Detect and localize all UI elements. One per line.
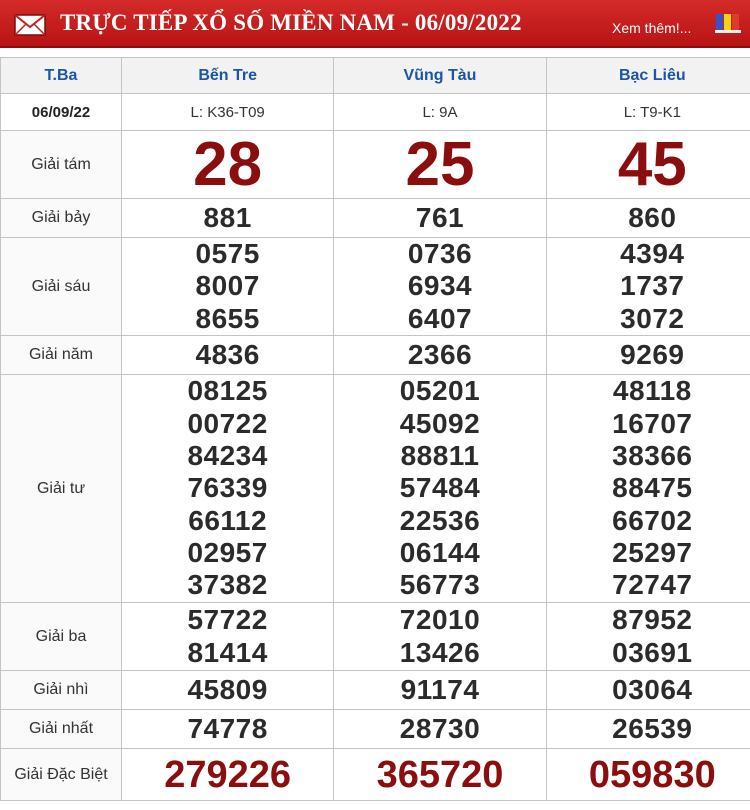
prize-number: 4836 bbox=[195, 338, 260, 370]
province-name[interactable]: Bến Tre bbox=[122, 58, 334, 94]
prize-sixth-row bbox=[1, 238, 750, 336]
number-list bbox=[547, 202, 750, 234]
prize-number: 37382 bbox=[187, 569, 268, 601]
number-list bbox=[122, 339, 333, 371]
ticket-code-row bbox=[1, 94, 750, 131]
special-number: 279226 bbox=[164, 753, 292, 796]
prize-number: 76339 bbox=[187, 472, 268, 504]
prize-number: 8007 bbox=[195, 270, 260, 302]
prize-number: 84234 bbox=[187, 440, 268, 472]
prize-number: 8655 bbox=[195, 302, 260, 334]
number-list bbox=[122, 604, 333, 669]
prize-cell bbox=[122, 131, 334, 199]
prize-cell bbox=[334, 336, 546, 375]
prize-number: 48118 bbox=[612, 375, 692, 407]
prize-cell bbox=[334, 375, 546, 603]
prize-number: 13426 bbox=[399, 636, 481, 668]
prize-cell bbox=[546, 749, 750, 801]
prize-number: 6934 bbox=[407, 270, 473, 302]
prize-number: 25297 bbox=[612, 536, 693, 568]
prize-number: 88811 bbox=[400, 440, 480, 472]
prize-cell bbox=[546, 336, 750, 375]
prize-number: 05201 bbox=[399, 375, 481, 407]
header-bar bbox=[0, 0, 750, 48]
prize-number: 03691 bbox=[612, 636, 693, 668]
prize-special-row bbox=[1, 749, 750, 801]
number-list bbox=[547, 674, 750, 706]
prize-number: 72010 bbox=[399, 604, 481, 636]
prize-number: 0575 bbox=[195, 238, 260, 270]
ticket-code: L: 9A bbox=[334, 94, 546, 131]
flag-icon bbox=[714, 12, 742, 34]
province-name[interactable]: Vũng Tàu bbox=[334, 58, 546, 94]
prize-number: 45 bbox=[617, 129, 687, 199]
prize-cell bbox=[546, 199, 750, 238]
prize-cell bbox=[122, 375, 334, 603]
prize-number: 28 bbox=[193, 129, 263, 199]
prize-number: 28730 bbox=[399, 712, 481, 744]
number-list bbox=[547, 713, 750, 745]
number-list bbox=[122, 129, 333, 199]
prize-number: 2366 bbox=[407, 338, 473, 370]
prize-label: Giải tư bbox=[1, 375, 122, 603]
prize-number: 4394 bbox=[620, 238, 685, 270]
prize-cell bbox=[334, 131, 546, 199]
prize-number: 1737 bbox=[620, 270, 685, 302]
number-list bbox=[122, 755, 333, 795]
prize-label: Giải nhì bbox=[1, 671, 122, 710]
number-list bbox=[547, 339, 750, 371]
prize-cell bbox=[122, 603, 334, 671]
prize-label: Giải bảy bbox=[1, 199, 122, 238]
prize-number: 9269 bbox=[620, 338, 685, 370]
prize-cell bbox=[122, 671, 334, 710]
prize-number: 45809 bbox=[187, 673, 268, 705]
prize-cell bbox=[122, 336, 334, 375]
prize-number: 860 bbox=[628, 201, 677, 233]
prize-label: Giải Đặc Biệt bbox=[1, 749, 122, 801]
special-number: 365720 bbox=[376, 753, 504, 796]
page-title: TRỰC TIẾP XỔ SỐ MIỀN NAM - 06/09/2022 bbox=[60, 10, 522, 35]
prize-cell bbox=[546, 603, 750, 671]
number-list bbox=[334, 755, 545, 795]
number-list bbox=[334, 129, 545, 199]
prize-number: 38366 bbox=[612, 440, 693, 472]
prize-number: 91174 bbox=[400, 673, 480, 705]
number-list bbox=[334, 375, 545, 601]
prize-number: 25 bbox=[405, 129, 475, 199]
prize-cell bbox=[334, 238, 546, 336]
prize-number: 761 bbox=[415, 201, 465, 233]
number-list bbox=[122, 375, 333, 601]
prize-number: 03064 bbox=[612, 673, 693, 705]
mail-icon bbox=[14, 14, 46, 36]
prize-number: 57722 bbox=[187, 604, 268, 636]
day-header: T.Ba bbox=[1, 58, 122, 94]
number-list bbox=[334, 674, 545, 706]
ticket-code: L: K36-T09 bbox=[122, 94, 334, 131]
number-list bbox=[122, 674, 333, 706]
prize-label: Giải ba bbox=[1, 603, 122, 671]
number-list bbox=[334, 202, 545, 234]
prize-number: 56773 bbox=[399, 569, 481, 601]
prize-number: 45092 bbox=[399, 407, 481, 439]
prize-cell bbox=[546, 131, 750, 199]
prize-number: 72747 bbox=[612, 569, 693, 601]
prize-third-row bbox=[1, 603, 750, 671]
prize-number: 88475 bbox=[612, 472, 693, 504]
prize-cell bbox=[122, 199, 334, 238]
prize-number: 3072 bbox=[620, 302, 685, 334]
prize-fifth-row bbox=[1, 336, 750, 375]
prize-label: Giải tám bbox=[1, 131, 122, 199]
prize-cell bbox=[546, 710, 750, 749]
prize-number: 881 bbox=[203, 201, 252, 233]
number-list bbox=[547, 755, 750, 795]
prize-cell bbox=[546, 238, 750, 336]
prize-cell bbox=[122, 238, 334, 336]
prize-number: 0736 bbox=[407, 238, 473, 270]
prize-label: Giải nhất bbox=[1, 710, 122, 749]
prize-number: 22536 bbox=[399, 504, 481, 536]
number-list bbox=[547, 129, 750, 199]
draw-date: 06/09/22 bbox=[1, 94, 122, 131]
number-list bbox=[122, 713, 333, 745]
prize-label: Giải năm bbox=[1, 336, 122, 375]
ticket-code: L: T9-K1 bbox=[546, 94, 750, 131]
prize-number: 06144 bbox=[399, 536, 481, 568]
prize-cell bbox=[122, 749, 334, 801]
prize-cell bbox=[546, 671, 750, 710]
number-list bbox=[122, 238, 333, 335]
prize-first-row bbox=[1, 710, 750, 749]
prize-seventh-row bbox=[1, 199, 750, 238]
number-list bbox=[334, 713, 545, 745]
see-more-link[interactable]: Xem thêm!... bbox=[612, 20, 692, 36]
prize-cell bbox=[334, 749, 546, 801]
prize-cell bbox=[334, 710, 546, 749]
number-list bbox=[334, 339, 545, 371]
prize-number: 66702 bbox=[612, 504, 693, 536]
prize-eighth-row bbox=[1, 131, 750, 199]
number-list bbox=[547, 604, 750, 669]
number-list bbox=[334, 604, 545, 669]
prize-number: 00722 bbox=[187, 407, 268, 439]
results-table bbox=[0, 57, 750, 801]
number-list bbox=[547, 375, 750, 601]
number-list bbox=[334, 238, 545, 335]
prize-number: 6407 bbox=[407, 302, 473, 334]
special-number: 059830 bbox=[588, 753, 716, 796]
prize-number: 74778 bbox=[187, 712, 268, 744]
prize-number: 87952 bbox=[612, 604, 693, 636]
prize-cell bbox=[546, 375, 750, 603]
prize-number: 16707 bbox=[612, 407, 693, 439]
prize-number: 08125 bbox=[187, 375, 268, 407]
prize-fourth-row bbox=[1, 375, 750, 603]
number-list bbox=[122, 202, 333, 234]
prize-label: Giải sáu bbox=[1, 238, 122, 336]
prize-number: 02957 bbox=[187, 536, 268, 568]
prize-number: 26539 bbox=[612, 712, 693, 744]
prize-cell bbox=[334, 603, 546, 671]
prize-number: 81414 bbox=[187, 636, 268, 668]
province-name[interactable]: Bạc Liêu bbox=[546, 58, 750, 94]
prize-cell bbox=[334, 671, 546, 710]
prize-cell bbox=[334, 199, 546, 238]
number-list bbox=[547, 238, 750, 335]
province-header-row bbox=[1, 58, 750, 94]
prize-second-row bbox=[1, 671, 750, 710]
prize-cell bbox=[122, 710, 334, 749]
prize-number: 66112 bbox=[188, 504, 268, 536]
prize-number: 57484 bbox=[399, 472, 481, 504]
